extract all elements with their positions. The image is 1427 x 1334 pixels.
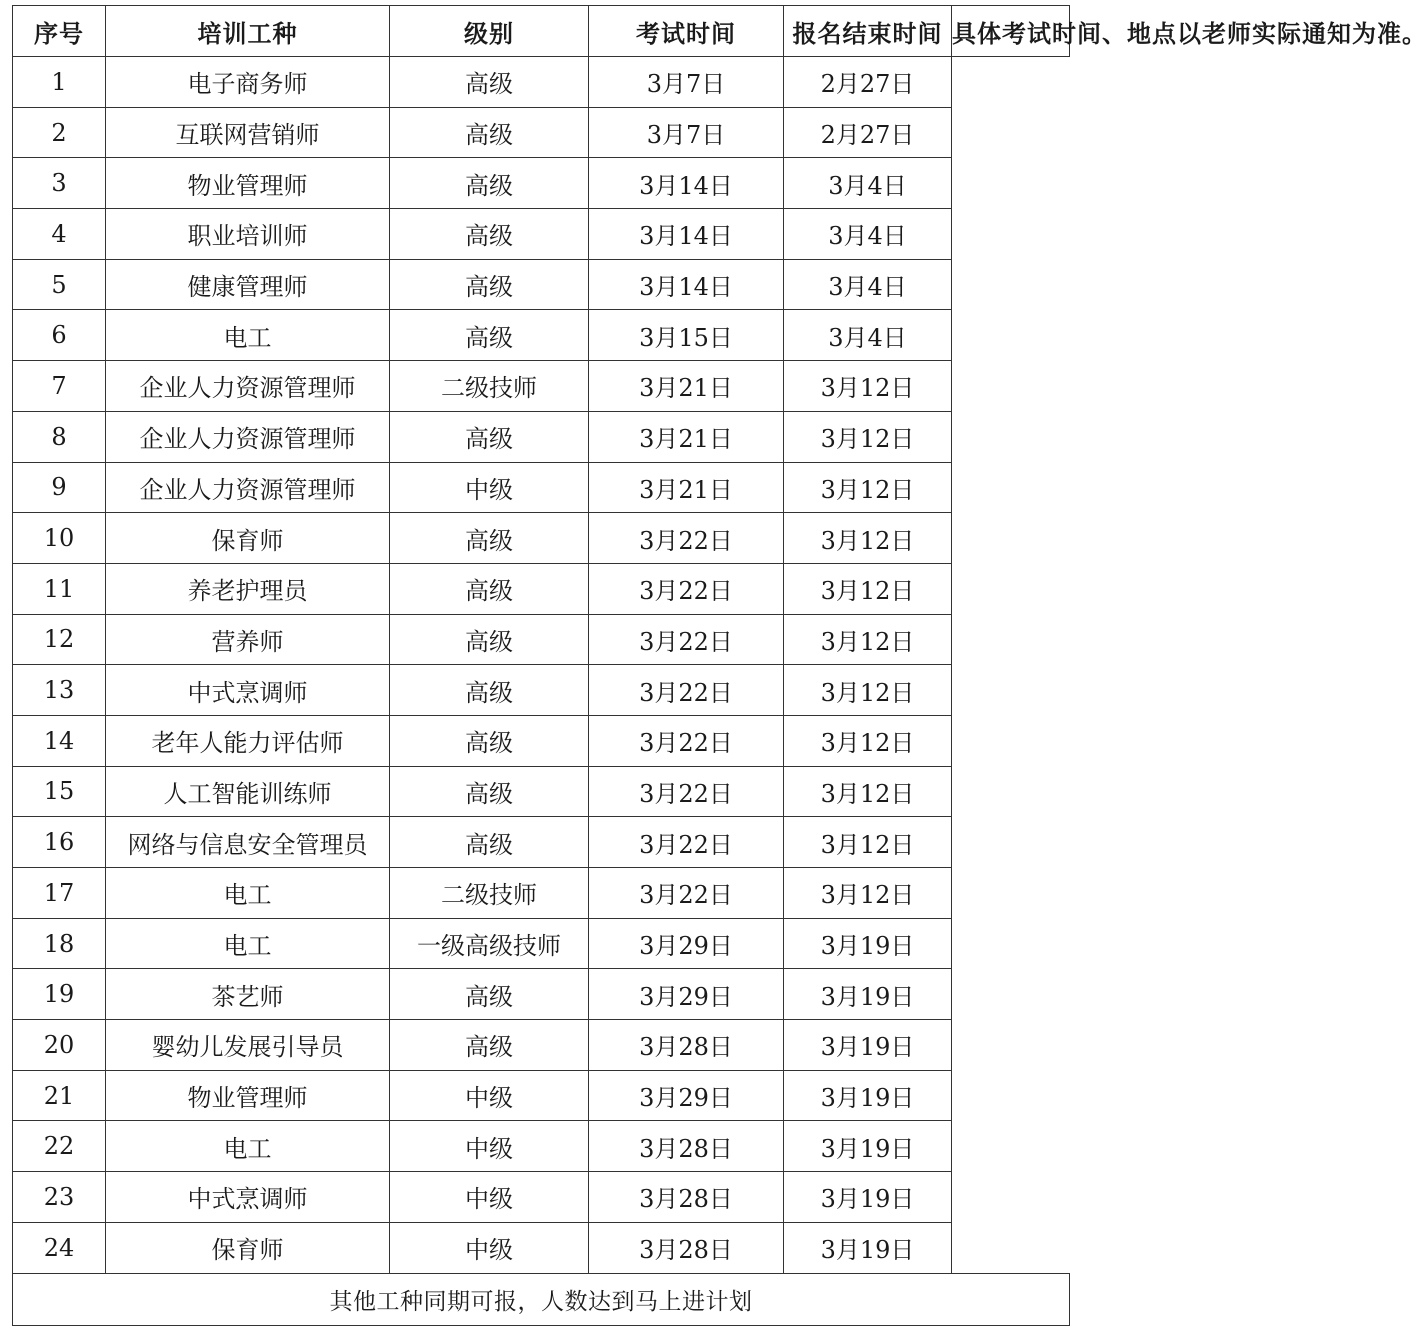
level: 中级 [390,1172,589,1223]
table-row [13,411,1070,462]
exam-time: 3月22日 [589,868,784,919]
exam-time: 3月7日 [589,57,784,108]
table-row [13,614,1070,665]
header-row [13,6,1070,57]
table-row [13,107,1070,158]
exam-time: 3月7日 [589,107,784,158]
registration-end: 3月19日 [784,1172,952,1223]
level: 高级 [390,563,589,614]
registration-end: 3月12日 [784,766,952,817]
exam-time: 3月21日 [589,361,784,412]
exam-time: 3月29日 [589,918,784,969]
row-number: 5 [13,259,106,310]
row-number: 23 [13,1172,106,1223]
table-row [13,259,1070,310]
registration-end: 3月12日 [784,462,952,513]
level: 高级 [390,614,589,665]
exam-time: 3月28日 [589,1222,784,1273]
level: 高级 [390,665,589,716]
registration-end: 3月4日 [784,259,952,310]
table-row [13,665,1070,716]
exam-time: 3月22日 [589,665,784,716]
job-name: 物业管理师 [106,158,390,209]
row-number: 14 [13,715,106,766]
job-name: 网络与信息安全管理员 [106,817,390,868]
footer-text: 其他工种同期可报，人数达到马上进计划 [13,1273,1070,1325]
job-name: 保育师 [106,513,390,564]
registration-end: 3月19日 [784,1070,952,1121]
table-row [13,766,1070,817]
row-number: 22 [13,1121,106,1172]
row-number: 17 [13,868,106,919]
job-name: 电工 [106,918,390,969]
exam-time: 3月22日 [589,563,784,614]
row-number: 19 [13,969,106,1020]
row-number: 11 [13,563,106,614]
exam-time: 3月28日 [589,1172,784,1223]
table-row [13,1222,1070,1273]
row-number: 10 [13,513,106,564]
exam-time: 3月21日 [589,411,784,462]
registration-end: 2月27日 [784,107,952,158]
job-name: 企业人力资源管理师 [106,411,390,462]
exam-time: 3月22日 [589,614,784,665]
level: 高级 [390,411,589,462]
exam-time: 3月28日 [589,1121,784,1172]
row-number: 2 [13,107,106,158]
job-name: 电工 [106,1121,390,1172]
table-row [13,158,1070,209]
job-name: 中式烹调师 [106,1172,390,1223]
table-row [13,969,1070,1020]
exam-time: 3月22日 [589,513,784,564]
job-name: 电工 [106,868,390,919]
header-level: 级别 [390,6,589,57]
registration-end: 3月19日 [784,1222,952,1273]
level: 二级技师 [390,868,589,919]
table-row [13,1070,1070,1121]
job-name: 中式烹调师 [106,665,390,716]
table-row [13,462,1070,513]
registration-end: 3月12日 [784,563,952,614]
level: 高级 [390,817,589,868]
table-row [13,868,1070,919]
exam-time: 3月29日 [589,1070,784,1121]
table-row [13,513,1070,564]
registration-end: 3月4日 [784,310,952,361]
job-name: 养老护理员 [106,563,390,614]
exam-time: 3月22日 [589,817,784,868]
row-number: 9 [13,462,106,513]
exam-time: 3月22日 [589,766,784,817]
table-row [13,1121,1070,1172]
exam-time: 3月14日 [589,259,784,310]
registration-end: 3月12日 [784,411,952,462]
registration-end: 3月12日 [784,361,952,412]
job-name: 企业人力资源管理师 [106,361,390,412]
row-number: 13 [13,665,106,716]
registration-end: 3月12日 [784,868,952,919]
job-name: 茶艺师 [106,969,390,1020]
registration-end: 3月12日 [784,665,952,716]
registration-end: 2月27日 [784,57,952,108]
registration-end: 3月12日 [784,715,952,766]
level: 高级 [390,107,589,158]
registration-end: 3月12日 [784,614,952,665]
table-row [13,310,1070,361]
exam-time: 3月15日 [589,310,784,361]
job-name: 互联网营销师 [106,107,390,158]
table-row [13,563,1070,614]
level: 中级 [390,1222,589,1273]
row-number: 24 [13,1222,106,1273]
table-row [13,1172,1070,1223]
exam-schedule-table [12,5,1427,1326]
level: 高级 [390,158,589,209]
level: 高级 [390,259,589,310]
level: 高级 [390,209,589,260]
job-name: 物业管理师 [106,1070,390,1121]
row-number: 16 [13,817,106,868]
level: 高级 [390,766,589,817]
level: 一级高级技师 [390,918,589,969]
level: 高级 [390,513,589,564]
row-number: 1 [13,57,106,108]
note-cell: 具体考试时间、地点以老师实际通知为准。 [952,6,1070,57]
registration-end: 3月19日 [784,969,952,1020]
exam-time: 3月21日 [589,462,784,513]
row-number: 18 [13,918,106,969]
registration-end: 3月19日 [784,1020,952,1071]
header-no: 序号 [13,6,106,57]
table-row [13,1020,1070,1071]
registration-end: 3月12日 [784,817,952,868]
header-exam-time: 考试时间 [589,6,784,57]
job-name: 企业人力资源管理师 [106,462,390,513]
row-number: 12 [13,614,106,665]
exam-time: 3月28日 [589,1020,784,1071]
job-name: 婴幼儿发展引导员 [106,1020,390,1071]
registration-end: 3月4日 [784,158,952,209]
table-row [13,715,1070,766]
level: 二级技师 [390,361,589,412]
level: 中级 [390,1070,589,1121]
job-name: 营养师 [106,614,390,665]
table-row [13,209,1070,260]
registration-end: 3月4日 [784,209,952,260]
level: 高级 [390,715,589,766]
exam-time: 3月14日 [589,158,784,209]
exam-time: 3月14日 [589,209,784,260]
exam-time: 3月29日 [589,969,784,1020]
row-number: 21 [13,1070,106,1121]
exam-time: 3月22日 [589,715,784,766]
row-number: 4 [13,209,106,260]
footer-row [13,1273,1070,1325]
row-number: 7 [13,361,106,412]
job-name: 健康管理师 [106,259,390,310]
header-reg-end: 报名结束时间 [784,6,952,57]
table-row [13,817,1070,868]
registration-end: 3月12日 [784,513,952,564]
level: 高级 [390,57,589,108]
table-row [13,57,1070,108]
job-name: 电子商务师 [106,57,390,108]
level: 中级 [390,1121,589,1172]
job-name: 保育师 [106,1222,390,1273]
row-number: 20 [13,1020,106,1071]
table-row [13,918,1070,969]
level: 中级 [390,462,589,513]
row-number: 8 [13,411,106,462]
row-number: 3 [13,158,106,209]
level: 高级 [390,969,589,1020]
table-body [13,57,1070,1274]
job-name: 老年人能力评估师 [106,715,390,766]
registration-end: 3月19日 [784,1121,952,1172]
level: 高级 [390,1020,589,1071]
registration-end: 3月19日 [784,918,952,969]
job-name: 职业培训师 [106,209,390,260]
job-name: 人工智能训练师 [106,766,390,817]
table-row [13,361,1070,412]
level: 高级 [390,310,589,361]
row-number: 6 [13,310,106,361]
job-name: 电工 [106,310,390,361]
header-job: 培训工种 [106,6,390,57]
row-number: 15 [13,766,106,817]
